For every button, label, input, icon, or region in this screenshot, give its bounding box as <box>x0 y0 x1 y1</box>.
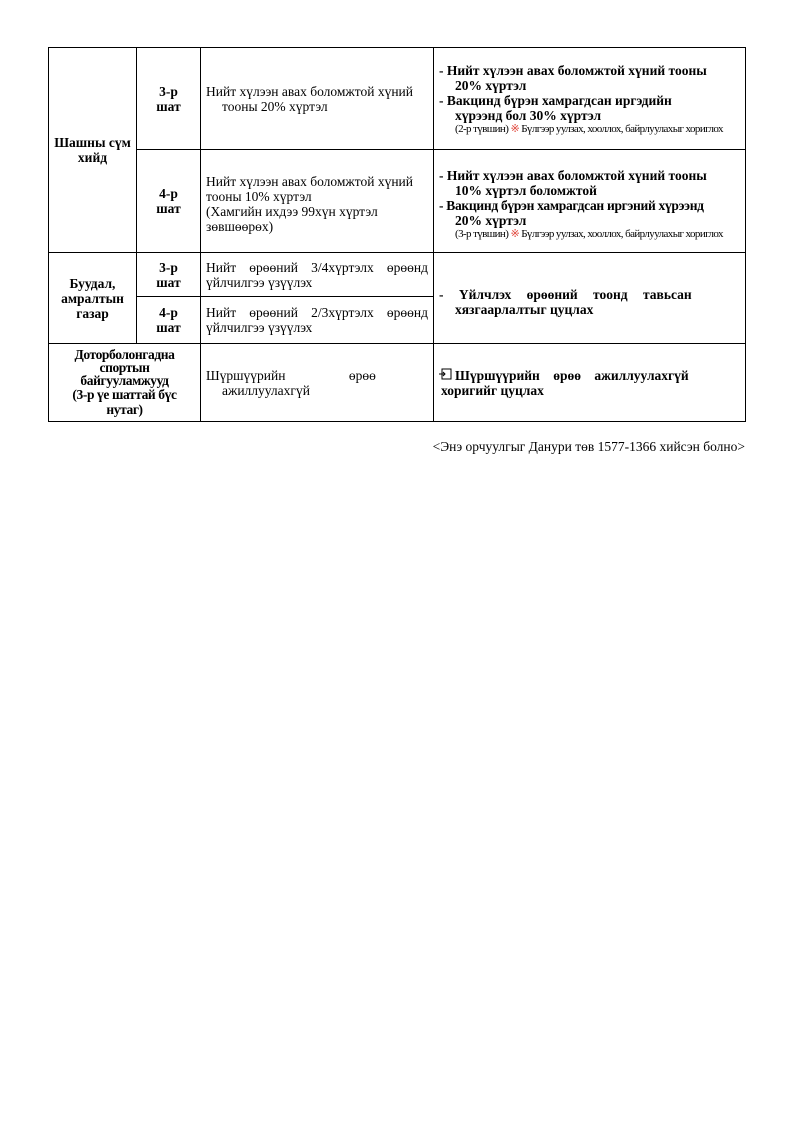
table-row <box>49 253 746 297</box>
category-resort: Буудал, амралтын газар <box>49 253 137 344</box>
condition-cell: Нийт өрөөний 3/4хүртэлх өрөөнд үйлчилгээ үзүүлэх <box>201 253 434 297</box>
document-icon <box>439 368 455 383</box>
restrictions-table <box>48 47 746 422</box>
table-row <box>49 344 746 422</box>
stage-label: 4-р шат <box>137 297 201 344</box>
condition-cell: Нийт хүлээн авах боломжтой хүний тооны 20% хүртэл <box>201 48 434 150</box>
condition-cell: Нийт өрөөний 2/3хүртэлх өрөөнд үйлчилгээ үзүүлэх <box>201 297 434 344</box>
note-text: (2-р түвшин) ※ Бүлгээр уулзах, хооллох, байрлуулахыг хориглох <box>455 122 723 135</box>
table-row <box>49 150 746 253</box>
condition-cell: Шүршүүрийн өрөө ажиллуулахгүй <box>201 344 434 422</box>
measure-cell: - Үйлчлэх өрөөний тоонд тавьсан хязгаарлалтыг цуцлах <box>434 253 746 344</box>
reference-mark-icon: ※ <box>510 227 520 240</box>
category-temple <box>49 48 137 253</box>
measure-cell: Шүршүүрийн өрөө ажиллуулахгүй хоригийг цуцлах <box>434 344 746 422</box>
condition-cell: Нийт хүлээн авах боломжтой хүний тооны 10% хүртэл (Хамгийн ихдээ 99хүн хүртэл зөвшөөрөх) <box>201 150 434 253</box>
stage-label: 3-р шат <box>137 253 201 297</box>
category-indoor-sports: Доторболонгадна спортын байгууламжууд (3-р үе шаттай бүс нутаг) <box>49 344 201 422</box>
category-label: Шашны сүм хийд <box>54 135 131 165</box>
note-text: (3-р түвшин) ※ Бүлгээр уулзах, хооллох, байрлуулахыг хориглох <box>455 227 723 240</box>
translation-footer: <Энэ орчуулгыг Данури төв 1577-1366 хийсэн болно> <box>432 439 745 454</box>
measure-cell: - Нийт хүлээн авах боломжтой хүний тооны 20% хүртэл - Вакцинд бүрэн хамрагдсан иргэдийн хүрээнд бол 30% хүртэл (2-р түвшин) ※ Бүлгээр уулзах, хооллох, байрлуулахыг хориглох <box>434 48 746 150</box>
stage-label: 3-р шат <box>137 48 201 150</box>
reference-mark-icon: ※ <box>510 122 520 135</box>
stage-label: 4-р шат <box>137 150 201 253</box>
measure-cell: - Нийт хүлээн авах боломжтой хүний тооны 10% хүртэл боломжтой - Вакцинд бүрэн хамрагдсан иргэний хүрээнд 20% хүртэл (3-р түвшин) ※ Бүлгээр уулзах, хооллох, байрлуулахыг хориглох <box>434 150 746 253</box>
table-row <box>49 48 746 150</box>
